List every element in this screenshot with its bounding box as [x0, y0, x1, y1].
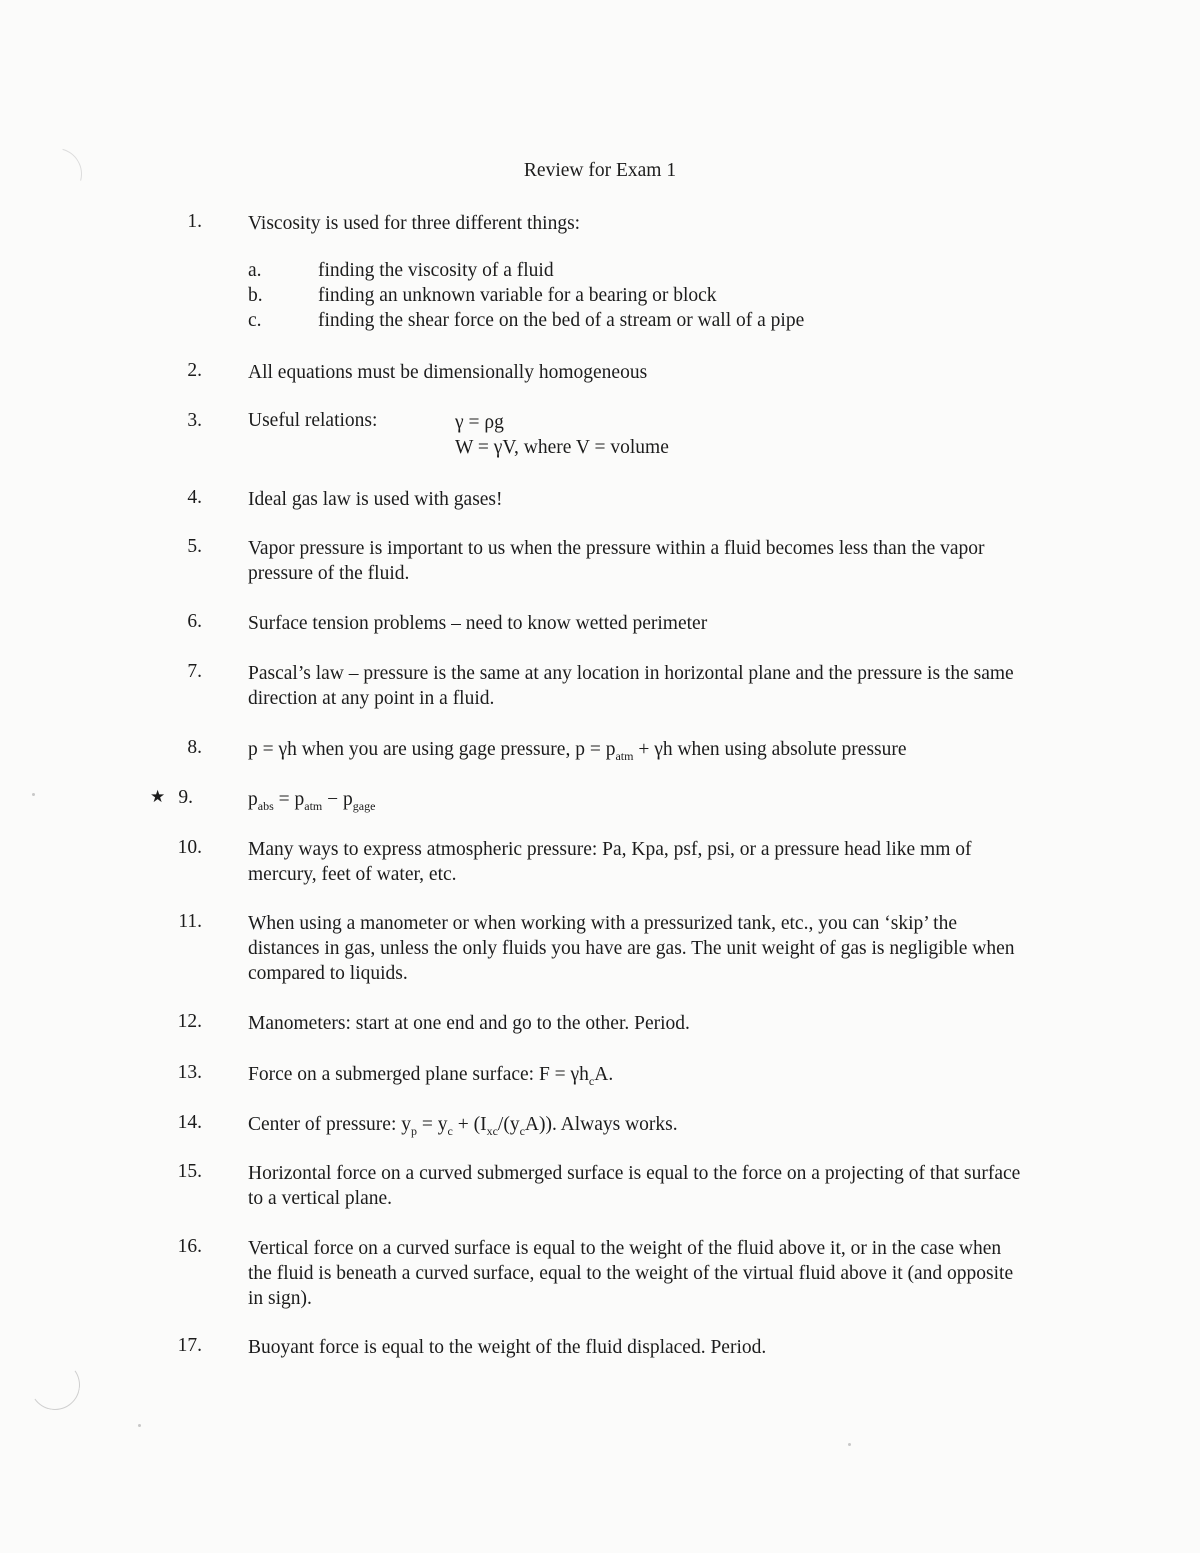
item-text: Pascal’s law – pressure is the same at any location in horizontal plane and the pressure is the same direction at any point in a fluid. [248, 663, 1014, 709]
item-number: 10. [177, 837, 202, 858]
item-text: Horizontal force on a curved submerged surface is equal to the force on a projecting of that surface to a vertical plane. [248, 1163, 1021, 1209]
sub-item-letter: a. [248, 260, 262, 281]
item-number: 14. [177, 1112, 202, 1133]
sub-item-text: finding the viscosity of a fluid [318, 260, 554, 281]
star-mark-icon: ★ [150, 787, 166, 807]
item-number: 2. [187, 360, 202, 381]
relation-line: W = γV, where V = volume [455, 437, 669, 458]
item-number: 1. [187, 211, 202, 232]
item-number: 6. [187, 611, 202, 632]
item-number: 15. [177, 1161, 202, 1182]
sub-list-item [248, 285, 1008, 310]
item-number: 12. [177, 1011, 202, 1032]
relations-list [455, 410, 669, 460]
item-text: Manometers: start at one end and go to the other. Period. [248, 1013, 690, 1034]
item-number: 3. [187, 410, 202, 431]
item-number: 5. [187, 536, 202, 557]
item-text: Buoyant force is equal to the weight of the fluid displaced. Period. [248, 1337, 767, 1358]
item-text: Viscosity is used for three different things: [248, 213, 581, 234]
relations-label: Useful relations: [248, 410, 378, 431]
item-text: Ideal gas law is used with gases! [248, 489, 503, 510]
page-title: Review for Exam 1 [523, 160, 677, 181]
scan-speck [848, 1443, 851, 1446]
item-number: 13. [177, 1062, 202, 1083]
sub-item-text: finding an unknown variable for a bearing or block [318, 285, 717, 306]
sub-item-letter: b. [248, 285, 263, 306]
punch-hole-bottom [26, 1356, 84, 1414]
item-text: Vertical force on a curved surface is equal to the weight of the fluid above it, or in the case when the fluid is beneath a curved surface, equal to the weight of the virtual fluid above it (and opposite in sign). [248, 1238, 1014, 1309]
item-text: All equations must be dimensionally homogeneous [248, 362, 648, 383]
item-number: 11. [178, 911, 202, 932]
item-number: 4. [187, 487, 202, 508]
sub-list-item [248, 310, 1008, 335]
scan-speck [32, 793, 35, 796]
sub-list-item [248, 260, 1008, 285]
item-text: Surface tension problems – need to know wetted perimeter [248, 613, 708, 634]
sub-list [248, 260, 1008, 335]
sub-item-text: finding the shear force on the bed of a stream or wall of a pipe [318, 310, 805, 331]
item-text: p = γh when you are using gage pressure, $p = p_{atm} + \gamma h$ when using absolute pressure [248, 739, 907, 763]
item-number: 8. [187, 737, 202, 758]
item-number: 17. [177, 1335, 202, 1356]
item-text: Vapor pressure is important to us when the pressure within a fluid becomes less than the vapor pressure of the fluid. [248, 538, 985, 584]
item-text: Center of pressure: $y_p = y_c + (I_{xc}/(y_cA))$. Always works. [248, 1114, 678, 1138]
scan-speck [138, 1424, 141, 1427]
item-text: When using a manometer or when working with a pressurized tank, etc., you can ‘skip’ the distances in gas, unless the only fluids you have are gas. The unit weight of gas is negligible when compared to liquids. [248, 913, 1015, 984]
item-number: 9. [178, 787, 193, 808]
item-text: $p_{abs} = p_{atm} - p_{gage}$ [248, 789, 376, 813]
item-number: 7. [187, 661, 202, 682]
sub-item-letter: c. [248, 310, 262, 331]
item-number: 16. [177, 1236, 202, 1257]
item-text: Force on a submerged plane surface: $F = \gamma h_cA$. [248, 1064, 614, 1088]
relation-line: γ = ρg [455, 412, 504, 433]
item-text: Many ways to express atmospheric pressure: Pa, Kpa, psf, psi, or a pressure head like mm of mercury, feet of water, etc. [248, 839, 972, 885]
